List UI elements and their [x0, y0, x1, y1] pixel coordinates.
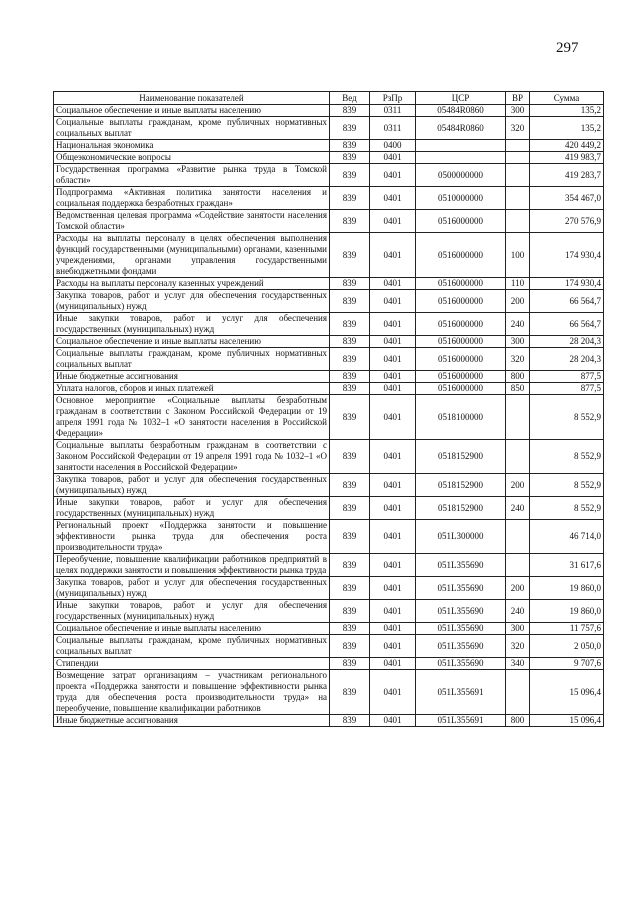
cell-name: Основное мероприятие «Социальные выплаты безработным гражданам в соответствии с Законом Российской Федерации от 19 апреля 1991 года № 1032–1 «О занятости населения в Российской Федерации» — [54, 395, 330, 440]
cell-name: Общеэкономические вопросы — [54, 152, 330, 164]
cell-ved: 839 — [330, 520, 370, 554]
cell-vr: 240 — [506, 600, 530, 623]
cell-vr — [506, 152, 530, 164]
cell-ved: 839 — [330, 210, 370, 233]
table-row — [54, 348, 604, 371]
cell-name: Государственная программа «Развитие рынка труда в Томской области» — [54, 164, 330, 187]
cell-sum: 419 983,7 — [530, 152, 604, 164]
table-row — [54, 658, 604, 670]
cell-vr — [506, 187, 530, 210]
cell-vr — [506, 554, 530, 577]
cell-ved: 839 — [330, 577, 370, 600]
cell-sum: 31 617,6 — [530, 554, 604, 577]
cell-vr: 300 — [506, 105, 530, 117]
cell-name: Иные закупки товаров, работ и услуг для обеспечения государственных (муниципальных) нужд — [54, 600, 330, 623]
cell-sum: 66 564,7 — [530, 313, 604, 336]
cell-sum: 8 552,9 — [530, 497, 604, 520]
table-row — [54, 152, 604, 164]
cell-rzpr: 0401 — [370, 336, 416, 348]
table-row — [54, 520, 604, 554]
cell-vr: 800 — [506, 715, 530, 727]
cell-csr: 0516000000 — [416, 336, 506, 348]
cell-vr: 850 — [506, 383, 530, 395]
cell-vr: 340 — [506, 658, 530, 670]
table-row — [54, 278, 604, 290]
cell-name: Иные бюджетные ассигнования — [54, 715, 330, 727]
cell-sum: 28 204,3 — [530, 348, 604, 371]
cell-vr: 800 — [506, 371, 530, 383]
header-csr: ЦСР — [416, 92, 506, 105]
cell-name: Иные закупки товаров, работ и услуг для обеспечения государственных (муниципальных) нужд — [54, 497, 330, 520]
cell-csr: 0516000000 — [416, 290, 506, 313]
header-ved: Вед — [330, 92, 370, 105]
cell-vr: 100 — [506, 233, 530, 278]
cell-vr: 320 — [506, 117, 530, 140]
table-header-row — [54, 92, 604, 105]
cell-rzpr: 0400 — [370, 140, 416, 152]
cell-csr: 051L355690 — [416, 554, 506, 577]
cell-name: Возмещение затрат организациям – участникам регионального проекта «Поддержка занятости и повышение эффективности рынка труда для обеспечения роста производительности труда» на переобучение, повышение квалификации работников — [54, 670, 330, 715]
cell-rzpr: 0311 — [370, 117, 416, 140]
table-row — [54, 290, 604, 313]
cell-rzpr: 0311 — [370, 105, 416, 117]
cell-name: Социальные выплаты безработным гражданам в соответствии с Законом Российской Федерации от 19 апреля 1991 года № 1032–1 «О занятости населения в Российской Федерации» — [54, 440, 330, 474]
cell-csr: 0518152900 — [416, 440, 506, 474]
cell-ved: 839 — [330, 105, 370, 117]
cell-sum: 19 860,0 — [530, 600, 604, 623]
header-name: Наименование показателей — [54, 92, 330, 105]
header-rzpr: РзПр — [370, 92, 416, 105]
table-row — [54, 233, 604, 278]
table-row — [54, 117, 604, 140]
cell-vr — [506, 520, 530, 554]
cell-ved: 839 — [330, 474, 370, 497]
cell-rzpr: 0401 — [370, 554, 416, 577]
cell-csr: 0516000000 — [416, 383, 506, 395]
cell-sum: 135,2 — [530, 105, 604, 117]
cell-name: Иные закупки товаров, работ и услуг для обеспечения государственных (муниципальных) нужд — [54, 313, 330, 336]
table-row — [54, 554, 604, 577]
cell-vr — [506, 440, 530, 474]
cell-sum: 8 552,9 — [530, 395, 604, 440]
cell-ved: 839 — [330, 290, 370, 313]
page-number: 297 — [556, 40, 579, 56]
table-row — [54, 474, 604, 497]
cell-ved: 839 — [330, 233, 370, 278]
cell-csr: 0516000000 — [416, 371, 506, 383]
cell-rzpr: 0401 — [370, 520, 416, 554]
cell-sum: 270 576,9 — [530, 210, 604, 233]
cell-ved: 839 — [330, 336, 370, 348]
cell-csr: 0510000000 — [416, 187, 506, 210]
cell-name: Социальное обеспечение и иные выплаты населению — [54, 336, 330, 348]
cell-ved: 839 — [330, 313, 370, 336]
cell-sum: 877,5 — [530, 371, 604, 383]
cell-csr: 051L355690 — [416, 623, 506, 635]
cell-csr — [416, 152, 506, 164]
cell-rzpr: 0401 — [370, 371, 416, 383]
cell-name: Закупка товаров, работ и услуг для обеспечения государственных (муниципальных) нужд — [54, 290, 330, 313]
cell-csr: 0516000000 — [416, 210, 506, 233]
cell-ved: 839 — [330, 440, 370, 474]
cell-rzpr: 0401 — [370, 290, 416, 313]
cell-sum: 28 204,3 — [530, 336, 604, 348]
cell-vr — [506, 210, 530, 233]
cell-vr: 200 — [506, 577, 530, 600]
cell-sum: 66 564,7 — [530, 290, 604, 313]
cell-csr: 0518152900 — [416, 497, 506, 520]
cell-sum: 8 552,9 — [530, 474, 604, 497]
cell-vr: 320 — [506, 635, 530, 658]
cell-name: Переобучение, повышение квалификации работников предприятий в целях поддержки занятости и повышения эффективности рынка труда — [54, 554, 330, 577]
cell-name: Социальные выплаты гражданам, кроме публичных нормативных социальных выплат — [54, 348, 330, 371]
table-row — [54, 635, 604, 658]
cell-name: Расходы на выплаты персоналу в целях обеспечения выполнения функций государственными (муниципальными) органами, казенными учреждениями, органами управления государственными внебюджетными фондами — [54, 233, 330, 278]
cell-name: Уплата налогов, сборов и иных платежей — [54, 383, 330, 395]
table-row — [54, 371, 604, 383]
table-row — [54, 715, 604, 727]
cell-csr: 051L355691 — [416, 715, 506, 727]
budget-table — [53, 91, 604, 727]
cell-csr: 0518100000 — [416, 395, 506, 440]
cell-name: Закупка товаров, работ и услуг для обеспечения государственных (муниципальных) нужд — [54, 577, 330, 600]
cell-rzpr: 0401 — [370, 152, 416, 164]
cell-rzpr: 0401 — [370, 348, 416, 371]
cell-rzpr: 0401 — [370, 278, 416, 290]
header-sum: Сумма — [530, 92, 604, 105]
table-row — [54, 383, 604, 395]
cell-sum: 46 714,0 — [530, 520, 604, 554]
cell-vr: 200 — [506, 474, 530, 497]
cell-name: Региональный проект «Поддержка занятости и повышение эффективности рынка труда для обеспечения роста производительности труда» — [54, 520, 330, 554]
cell-ved: 839 — [330, 383, 370, 395]
cell-rzpr: 0401 — [370, 635, 416, 658]
cell-name: Социальное обеспечение и иные выплаты населению — [54, 623, 330, 635]
cell-name: Подпрограмма «Активная политика занятости населения и социальная поддержка безработных граждан» — [54, 187, 330, 210]
cell-csr — [416, 140, 506, 152]
table-row — [54, 577, 604, 600]
cell-sum: 877,5 — [530, 383, 604, 395]
cell-rzpr: 0401 — [370, 164, 416, 187]
cell-sum: 19 860,0 — [530, 577, 604, 600]
cell-csr: 0500000000 — [416, 164, 506, 187]
cell-ved: 839 — [330, 187, 370, 210]
cell-csr: 051L355691 — [416, 670, 506, 715]
table-row — [54, 187, 604, 210]
cell-name: Социальные выплаты гражданам, кроме публичных нормативных социальных выплат — [54, 117, 330, 140]
cell-ved: 839 — [330, 635, 370, 658]
cell-sum: 135,2 — [530, 117, 604, 140]
cell-vr: 300 — [506, 623, 530, 635]
table-row — [54, 623, 604, 635]
cell-ved: 839 — [330, 658, 370, 670]
cell-ved: 839 — [330, 278, 370, 290]
cell-rzpr: 0401 — [370, 187, 416, 210]
cell-sum: 174 930,4 — [530, 278, 604, 290]
cell-name: Стипендии — [54, 658, 330, 670]
cell-ved: 839 — [330, 623, 370, 635]
cell-rzpr: 0401 — [370, 210, 416, 233]
cell-csr: 0516000000 — [416, 278, 506, 290]
table-row — [54, 440, 604, 474]
cell-csr: 051L355690 — [416, 600, 506, 623]
cell-rzpr: 0401 — [370, 670, 416, 715]
table-row — [54, 105, 604, 117]
cell-ved: 839 — [330, 670, 370, 715]
cell-ved: 839 — [330, 554, 370, 577]
cell-vr — [506, 140, 530, 152]
cell-csr: 051L355690 — [416, 577, 506, 600]
cell-vr — [506, 164, 530, 187]
cell-csr: 05484R0860 — [416, 117, 506, 140]
cell-ved: 839 — [330, 140, 370, 152]
cell-vr: 240 — [506, 313, 530, 336]
cell-name: Расходы на выплаты персоналу казенных учреждений — [54, 278, 330, 290]
cell-name: Социальные выплаты гражданам, кроме публичных нормативных социальных выплат — [54, 635, 330, 658]
cell-ved: 839 — [330, 152, 370, 164]
table-row — [54, 210, 604, 233]
table-row — [54, 140, 604, 152]
cell-rzpr: 0401 — [370, 474, 416, 497]
cell-rzpr: 0401 — [370, 658, 416, 670]
cell-rzpr: 0401 — [370, 233, 416, 278]
cell-vr: 240 — [506, 497, 530, 520]
table-row — [54, 600, 604, 623]
cell-rzpr: 0401 — [370, 395, 416, 440]
table-row — [54, 670, 604, 715]
cell-vr: 320 — [506, 348, 530, 371]
cell-ved: 839 — [330, 348, 370, 371]
header-vr: ВР — [506, 92, 530, 105]
cell-sum: 419 283,7 — [530, 164, 604, 187]
cell-vr: 300 — [506, 336, 530, 348]
cell-vr — [506, 670, 530, 715]
cell-ved: 839 — [330, 395, 370, 440]
cell-rzpr: 0401 — [370, 497, 416, 520]
cell-sum: 11 757,6 — [530, 623, 604, 635]
cell-rzpr: 0401 — [370, 313, 416, 336]
cell-vr — [506, 395, 530, 440]
cell-csr: 051L300000 — [416, 520, 506, 554]
cell-sum: 15 096,4 — [530, 670, 604, 715]
cell-rzpr: 0401 — [370, 623, 416, 635]
cell-ved: 839 — [330, 600, 370, 623]
table-row — [54, 313, 604, 336]
cell-csr: 0516000000 — [416, 233, 506, 278]
cell-ved: 839 — [330, 164, 370, 187]
cell-sum: 9 707,6 — [530, 658, 604, 670]
cell-csr: 051L355690 — [416, 635, 506, 658]
cell-vr: 110 — [506, 278, 530, 290]
cell-name: Социальное обеспечение и иные выплаты населению — [54, 105, 330, 117]
cell-rzpr: 0401 — [370, 383, 416, 395]
cell-ved: 839 — [330, 715, 370, 727]
cell-sum: 2 050,0 — [530, 635, 604, 658]
cell-ved: 839 — [330, 497, 370, 520]
cell-csr: 0516000000 — [416, 313, 506, 336]
cell-csr: 051L355690 — [416, 658, 506, 670]
cell-name: Иные бюджетные ассигнования — [54, 371, 330, 383]
table-row — [54, 164, 604, 187]
cell-csr: 05484R0860 — [416, 105, 506, 117]
cell-ved: 839 — [330, 371, 370, 383]
cell-sum: 15 096,4 — [530, 715, 604, 727]
cell-rzpr: 0401 — [370, 440, 416, 474]
cell-name: Ведомственная целевая программа «Содействие занятости населения Томской области» — [54, 210, 330, 233]
cell-ved: 839 — [330, 117, 370, 140]
cell-rzpr: 0401 — [370, 577, 416, 600]
cell-csr: 0516000000 — [416, 348, 506, 371]
table-row — [54, 497, 604, 520]
table-body — [54, 105, 604, 727]
table-row — [54, 395, 604, 440]
cell-csr: 0518152900 — [416, 474, 506, 497]
cell-sum: 354 467,0 — [530, 187, 604, 210]
cell-vr: 200 — [506, 290, 530, 313]
cell-rzpr: 0401 — [370, 600, 416, 623]
cell-sum: 8 552,9 — [530, 440, 604, 474]
cell-name: Закупка товаров, работ и услуг для обеспечения государственных (муниципальных) нужд — [54, 474, 330, 497]
cell-sum: 420 449,2 — [530, 140, 604, 152]
cell-name: Национальная экономика — [54, 140, 330, 152]
cell-rzpr: 0401 — [370, 715, 416, 727]
table-row — [54, 336, 604, 348]
cell-sum: 174 930,4 — [530, 233, 604, 278]
